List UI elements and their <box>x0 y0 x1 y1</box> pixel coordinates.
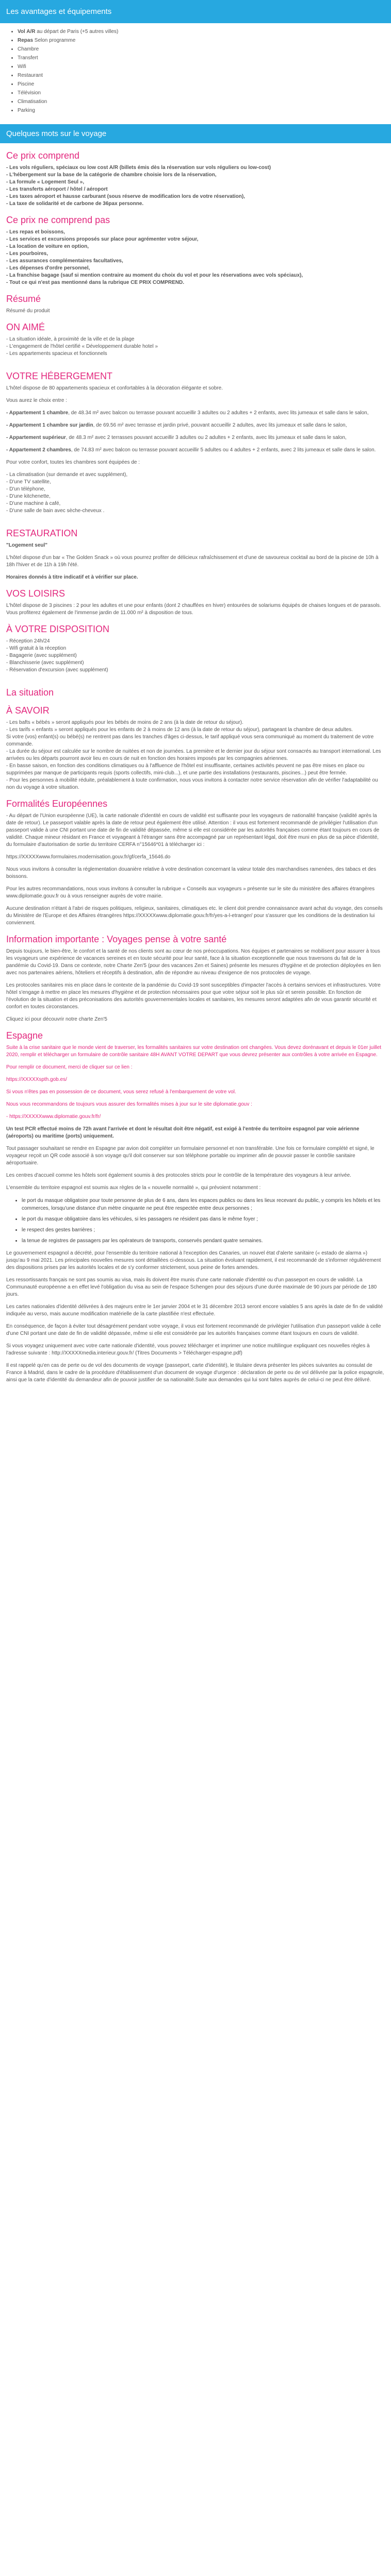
restauration-sub: "Logement seul" <box>6 543 48 548</box>
prix-non-compris-item: - Les pourboires, <box>6 251 48 257</box>
covid-item: Les protocoles sanitaires mis en place dans le contexte de la pandémie du Covid-19 sont susceptibles d'impacter l'accès à certains services et infrastructures. Votre hôtel s'engage à mettre en place les mesures d'hygiène et de protection nécessaires pour que votre séjour soit le plus sûr et serein possible. En fonction de l'évolution de la situation et des préconisations des autorités gouvernementales locales et sanitaires, les mesures seront adaptées afin de vous garantir sécurité et confort en toutes circonstances. <box>6 982 381 1010</box>
hebergement-type-name: - Appartement 1 chambre <box>6 410 69 416</box>
espagne-p8: Il est rappelé qu'en cas de perte ou de vol des documents de voyage (passeport, carte d'identité), le titulaire devra présenter les pièces suivantes au consulat de France à Madrid, dans le cadre de la procédure d'établissement d'un document de voyage d'urgence : déclaration de perte ou de vol délivrée par la police espagnole, ainsi que la carte d'identité du demandeur afin de pouvoir justifier de sa nationalité.Suite aux demandes qui lui sont faites auprès de celui-ci ne peut être délivré. <box>6 1363 384 1383</box>
hebergement-choice: Vous aurez le choix entre : <box>6 398 67 403</box>
espagne-red-item: Pour remplir ce document, merci de cliquer sur ce lien : <box>6 1064 133 1070</box>
hebergement-equip-item: - D'une TV satellite, <box>6 479 51 485</box>
formalites-title: Formalités Européennes <box>6 799 108 809</box>
equipement-item <box>18 45 391 54</box>
equipement-item <box>18 106 391 115</box>
prix-compris-item: - L'hébergement sur la base de la catégorie de chambre choisie lors de la réservation, <box>6 172 217 178</box>
espagne-title: Espagne <box>6 1030 43 1041</box>
equipements-list <box>0 27 391 115</box>
prix-compris-title: Ce prix comprend <box>6 150 80 161</box>
equipement-item <box>18 27 391 36</box>
voyage-section <box>0 150 391 1384</box>
disposition-item: - Bagagerie (avec supplément) <box>6 653 77 658</box>
hebergement-type <box>6 410 385 417</box>
covid-item: Cliquez ici pour découvrir notre charte Zen'5 <box>6 1016 107 1022</box>
espagne-red-list <box>6 1044 385 1121</box>
espagne-red-item: - https://XXXXXwww.diplomatie.gouv.fr/fr/ <box>6 1114 101 1120</box>
prix-non-compris-title: Ce prix ne comprend pas <box>6 215 110 225</box>
equipements-banner: Les avantages et équipements <box>0 0 391 23</box>
espagne-list <box>6 1197 385 1245</box>
asavoir-item: Si votre (vos) enfant(s) ou bébé(s) ne rentrent pas dans les tranches d'âges ci-dessus, le tarif appliqué vous sera communiqué au moment du traitement de votre commande. <box>6 734 374 747</box>
hebergement-type <box>6 434 385 442</box>
equipement-item <box>18 80 391 89</box>
asavoir-item: - La durée du séjour est calculée sur le nombre de nuitées et non de journées. La première et le dernier jour du séjour sont consacrés au transport international. Les arrivées ou les départs pourront avoir lieu en cours de nuit en fonction des horaires imposés par les compagnies aériennes. <box>6 749 381 761</box>
hebergement-type <box>6 422 385 429</box>
hebergement-intro: L'hôtel dispose de 80 appartements spacieux et confortables à la décoration élégante et sobre. <box>6 385 223 391</box>
prix-non-compris-item: - La location de voiture en option, <box>6 244 89 249</box>
formalites-item: https://XXXXXwww.formulaires.modernisation.gouv.fr/gf/cerfa_15646.do <box>6 854 171 860</box>
espagne-list-item: • le port du masque obligatoire dans les véhicules, si les passagers ne résident pas dans le même foyer ; <box>22 1215 385 1223</box>
hebergement-type-desc: , de 48.34 m² avec balcon ou terrasse pouvant accueillir 3 adultes ou 2 adultes + 2 enfants, avec lits jumeaux et salle dans le salon, <box>68 410 369 416</box>
espagne-p1: Tout passager souhaitant se rendre en Espagne par avion doit compléter un formulaire personnel et non transférable. Une fois ce formulaire complété et signé, le voyageur reçoit un QR code associé à son voyage qu'il doit conserver sur son téléphone portable ou imprimer afin de pouvoir passer le contrôle sanitaire aéroportuaire. <box>6 1146 374 1166</box>
prix-non-compris-item: - Les dépenses d'ordre personnel, <box>6 265 90 271</box>
onaime-item: - L'engagement de l'hôtel certifié « Développement durable hotel » <box>6 344 158 349</box>
espagne-p2: Les centres d'accueil comme les hôtels sont également soumis à des protocoles stricts pour le contrôle de la température des voyageurs à leur arrivée. <box>6 1173 351 1178</box>
formalites-item: Pour les autres recommandations, nous vous invitons à consulter la rubrique « Conseils aux voyageurs » présente sur le site du ministère des affaires étrangères www.diplomatie.gouv.fr ou à vous renseigner auprès de votre mairie. <box>6 886 375 899</box>
onaime-item: - La situation idéale, à proximité de la ville et de la plage <box>6 336 135 342</box>
hebergement-type-name: - Appartement 1 chambre sur jardin <box>6 422 93 428</box>
disposition-item: - Réservation d'excursion (avec supplément) <box>6 667 108 673</box>
espagne-red-item: Nous vous recommandons de toujours vous assurer des formalités mises à jour sur le site diplomatie.gouv : <box>6 1101 252 1107</box>
hebergement-equip-item: - La climatisation (sur demande et avec supplément), <box>6 472 128 478</box>
equipement-item-text: au départ de Paris (+5 autres villes) <box>35 29 119 35</box>
espagne-list-item: • le port du masque obligatoire pour toute personne de plus de 6 ans, dans les espaces publics ou dans les lieux recevant du public, y compris les hôtels et les commerces, lorsqu'une distance d'un mètre cinquante ne peut être respectée entre deux personnes ; <box>22 1197 385 1212</box>
equipement-item-text: Piscine <box>18 81 35 87</box>
equipement-item-bold: Repas <box>18 38 34 43</box>
prix-non-compris-item: - Les services et excursions proposés sur place pour agrémenter votre séjour, <box>6 236 199 242</box>
espagne-red-item: Suite à la crise sanitaire que le monde vient de traverser, les formalités sanitaires sur votre destination ont changées. Vous devez dorénavant et depuis le 01er juillet 2020, remplir et télécharger un formulaire de contrôle sanitaire 48H AVANT VOTRE DEPART que vous devrez présenter aux contrôles à votre arrivée en Espagne. <box>6 1045 382 1058</box>
equipement-item-text: Climatisation <box>18 99 47 105</box>
hebergement-equip-item: - D'une kitchenette, <box>6 494 51 499</box>
asavoir-item: - Les tarifs « enfants » seront appliqués pour les enfants de 2 à moins de 12 ans (à la date de retour du séjour), partageant la chambre de deux adultes. <box>6 727 353 733</box>
prix-compris-item: - La taxe de solidarité et de carbone de 36pax personne. <box>6 201 144 207</box>
equipement-item-text: Chambre <box>18 46 39 52</box>
equipement-item <box>18 62 391 71</box>
formalites-item: Aucune destination n'étant à l'abri de risques politiques, religieux, sanitaires, climatiques etc. le client doit prendre connaissance avant achat du voyage, des conseils du Ministère de l'Europe et des Affaires étrangères https://XXXXXwww.diplomatie.gouv.fr/fr/yes-a-l-etranger/ pour s'assurer que les conditions de la destination lui conviennent. <box>6 906 383 926</box>
equipement-item <box>18 71 391 80</box>
asavoir-item: - Les bafts « bébés » seront appliqués pour les bébés de moins de 2 ans (à la date de retour du séjour). <box>6 720 243 725</box>
asavoir-item: - Pour les personnes à mobilité réduite, préalablement à toute confirmation, nous vous invitons à contacter notre service réservation afin de vérifier l'adaptabilité ou non du voyage à votre situation. <box>6 777 378 790</box>
disposition-title: À VOTRE DISPOSITION <box>6 624 110 634</box>
equipement-item <box>18 54 391 62</box>
equipement-item-text: Wifi <box>18 64 26 70</box>
prix-non-compris-item: - Tout ce qui n'est pas mentionné dans la rubrique CE PRIX COMPREND. <box>6 280 185 285</box>
espagne-red-item: https://XXXXXspth.gob.es/ <box>6 1077 67 1082</box>
prix-non-compris-item: - La franchise bagage (sauf si mention contraire au moment du choix du vol et pour les réservations avec vols spéciaux), <box>6 273 303 278</box>
equipement-item-text: Restaurant <box>18 73 43 78</box>
equipement-item-bold: Vol A/R <box>18 29 36 35</box>
equipement-item-text: Transfert <box>18 55 38 61</box>
voyage-banner: Quelques mots sur le voyage <box>0 124 391 143</box>
hebergement-equip-item: - D'un téléphone, <box>6 486 45 492</box>
onaime-title: ON AIMÉ <box>6 322 45 332</box>
disposition-list <box>6 638 385 674</box>
situation-title: La situation <box>6 687 54 698</box>
asavoir-title: À SAVOIR <box>6 705 50 716</box>
formalites-list <box>6 812 385 927</box>
espagne-p6: En conséquence, de façon à éviter tout désagrément pendant votre voyage, il vous est fortement recommandé de privilégier l'utilisation d'un passeport valide à celle d'une CNI portant une date de fin de validité dépassée, même si elle est considérée par les autorités françaises comme étant toujours en cours de validité. <box>6 1324 381 1336</box>
prix-non-compris-list <box>6 229 385 286</box>
restauration-note: Horaires donnés à titre indicatif et à vérifier sur place. <box>6 574 138 580</box>
formalites-item: - Au départ de l'Union européenne (UE), la carte nationale d'identité en cours de validité est suffisante pour les voyageurs de nationalité française (validité après la date de retour). Le passeport valable après la date de retour peut également être utilisé. Attention : il vous est fortement recommandé de privilégier l'utilisation d'un passeport valide à une CNI portant une date de fin de validité dépassée, même si elle est considérée par les autorités françaises comme étant toujours en cours de validité. Chaque mineur résidant en France et voyageant à l'étranger sans être accompagné par un représentant légal, doit être muni en plus de sa pièce d'identité, du formulaire d'autorisation de sortie du territoire CERFA n°15646*01 à télécharger ici : <box>6 813 380 848</box>
hebergement-type-desc: , de 74.83 m² avec balcon ou terrasse pouvant accueillir 5 adultes ou 4 adultes + 2 enfants, avec 2 lits jumeaux et salle dans le salon. <box>71 447 376 453</box>
prix-compris-list <box>6 164 385 208</box>
prix-compris-item: - La formule « Logement Seul », <box>6 179 85 185</box>
hebergement-title: VOTRE HÉBERGEMENT <box>6 371 113 381</box>
espagne-red-item: Si vous n'êtes pas en possession de ce document, vous serez refusé à l'embarquement de votre vol. <box>6 1089 236 1095</box>
espagne-p3: Le gouvernement espagnol a décrété, pour l'ensemble du territoire national à l'exception des Canaries, un nouvel état d'alerte sanitaire (« estado de alarma ») jusqu'au 9 mai 2021. Les principales nouvelles mesures sont détaillées ci-dessous. La situation évoluant rapidement, il est recommandé de s'informer régulièrement des dispositions prises par les autorités locales et de s'y conformer strictement, sous peine de fortes amendes. <box>6 1250 381 1270</box>
prix-compris-item: - Les taxes aéroport et hausse carburant (sous réserve de modification lors de votre réservation), <box>6 194 245 199</box>
covid-title: Information importante : Voyages pense à votre santé <box>6 934 227 944</box>
espagne-list-item: • le respect des gestes barrières ; <box>22 1226 385 1234</box>
equipement-item <box>18 89 391 97</box>
hebergement-type-desc: , de 69.56 m² avec terrasse et jardin privé, pouvant accueillir 2 adultes, avec lits jumeaux et salle dans le salon, <box>93 422 347 428</box>
hebergement-comfort: Pour votre confort, toutes les chambres sont équipées de : <box>6 460 140 465</box>
disposition-item: - Réception 24h/24 <box>6 638 50 644</box>
resume-text: Résumé du produit <box>6 308 50 314</box>
hebergement-type-name: - Appartement 2 chambres <box>6 447 71 453</box>
disposition-item: - Blanchisserie (avec supplément) <box>6 660 84 666</box>
restauration-text: L'hôtel dispose d'un bar « The Golden Snack » où vous pourrez profiter de délicieux rafraîchissement et d'une de savoureux cocktail au bord de la piscine de 10h à 18h l'hiver et de 11h à 19h l'été. <box>6 555 379 568</box>
equipement-item-text: Selon programme <box>33 38 76 43</box>
covid-list <box>6 948 385 1023</box>
espagne-bold: Un test PCR effectué moins de 72h avant l'arrivée et dont le résultat doit être négatif, est exigé à l'entrée du territoire espagnol par voie aérienne (aéroports) ou maritime (ports) uniquement. <box>6 1126 360 1139</box>
asavoir-list <box>6 719 385 791</box>
espagne-p5: Les cartes nationales d'identité délivrées à des majeurs entre le 1er janvier 2004 et le 31 décembre 2013 seront encore valables 5 ans après la date de fin de validité indiquée au verso, mais aucune modification matérielle de la carte plastifiée n'est effectuée. <box>6 1304 383 1317</box>
equipement-item <box>18 36 391 45</box>
restauration-title: RESTAURATION <box>6 528 78 538</box>
asavoir-item: - En basse saison, en fonction des conditions climatiques ou à l'affluence de l'hôtel est insuffisante, certaines activités peuvent ne pas être mises en place ou supprimées par manque de participants requis (sports collectifs, mini-club...), et une partie des installations (restaurants, piscines...) peut être fermée. <box>6 763 365 776</box>
espagne-p4: Les ressortissants français ne sont pas soumis au visa, mais ils doivent être munis d'une carte nationale d'identité ou d'un passeport en cours de validité. La Communauté européenne a en effet levé l'obligation du visa au sein de l'espace Schengen pour des séjours d'une durée maximale de 90 jours par période de 180 jours. <box>6 1277 377 1297</box>
espagne-list-intro: L'ensemble du territoire espagnol est soumis aux règles de la « nouvelle normalité », qui prévoient notamment : <box>6 1185 261 1191</box>
hebergement-equip-item: - D'une salle de bain avec sèche-cheveux . <box>6 508 105 514</box>
equipement-item-text: Parking <box>18 108 35 113</box>
hebergement-equip-list <box>6 471 385 515</box>
hebergement-type-name: - Appartement supérieur <box>6 435 66 440</box>
espagne-p7: Si vous voyagez uniquement avec votre carte nationale d'identité, vous pouvez télécharger et imprimer une notice multilingue expliquant ces nouvelles règles à l'adresse suivante : http://XXXXXmedia.interieur.gouv.fr/ (Titres Documents > Télécharger-espagne.pdf) <box>6 1343 370 1356</box>
equipement-item-text: Télévision <box>18 90 41 96</box>
resume-title: Résumé <box>6 294 41 304</box>
equipement-item <box>18 97 391 106</box>
prix-non-compris-item: - Les assurances complémentaires facultatives, <box>6 258 123 264</box>
hebergement-equip-item: - D'une machine à café, <box>6 501 61 506</box>
prix-compris-item: - Les vols réguliers, spéciaux ou low cost A/R (billets émis dès la réservation sur vols réguliers ou low-cost) <box>6 165 271 171</box>
loisirs-text-2: Vous profiterez également de l'immense jardin de 11.000 m² à disposition de tous. <box>6 610 193 616</box>
prix-non-compris-item: - Les repas et boissons, <box>6 229 65 235</box>
onaime-item: - Les appartements spacieux et fonctionnels <box>6 351 107 357</box>
espagne-list-item: • la tenue de registres de passagers par les opérateurs de transports, conservés pendant quatre semaines. <box>22 1237 385 1245</box>
hebergement-type-desc: , de 48.3 m² avec 2 terrasses pouvant accueillir 3 adultes ou 2 adultes + 2 enfants, avec lits jumeaux et salle dans le salon, <box>66 435 347 440</box>
covid-item: Depuis toujours, le bien-être, le confort et la santé de nos clients sont au cœur de nos préoccupations. Nos équipes et partenaires se mobilisent pour assurer à tous les voyageurs une expérience de vacances sereines et en toute sécurité pour leur santé, face à la situation exceptionnelle que nous traversons du fait de la pandémie du Covid-19. Dans ce contexte, notre Charte Zen'5 (pour des vacances Zen et Saines) présente les mesures d'hygiène et de protection déployées en lien avec nos partenaires aériens, hôteliers et réceptifs à destination, afin de répondre au niveau d'exigence de nos protocoles de voyage. <box>6 948 381 976</box>
hebergement-types <box>6 410 385 454</box>
prix-compris-item: - Les transferts aéroport / hôtel / aéroport <box>6 187 108 192</box>
loisirs-text-1: L'hôtel dispose de 3 piscines : 2 pour les adultes et une pour enfants (dont 2 chauffées en hiver) entourées de solariums équipés de chaises longues et de parasols. <box>6 603 381 608</box>
loisirs-title: VOS LOISIRS <box>6 588 66 599</box>
onaime-list <box>6 336 385 358</box>
hebergement-type <box>6 447 385 454</box>
disposition-item: - Wifi gratuit à la réception <box>6 646 67 651</box>
loisirs-text <box>6 602 385 617</box>
formalites-item: Nous vous invitons à consulter la réglementation douanière relative à votre destination concernant la valeur totale des marchandises ramenées, des tabacs et des boissons. <box>6 867 377 879</box>
